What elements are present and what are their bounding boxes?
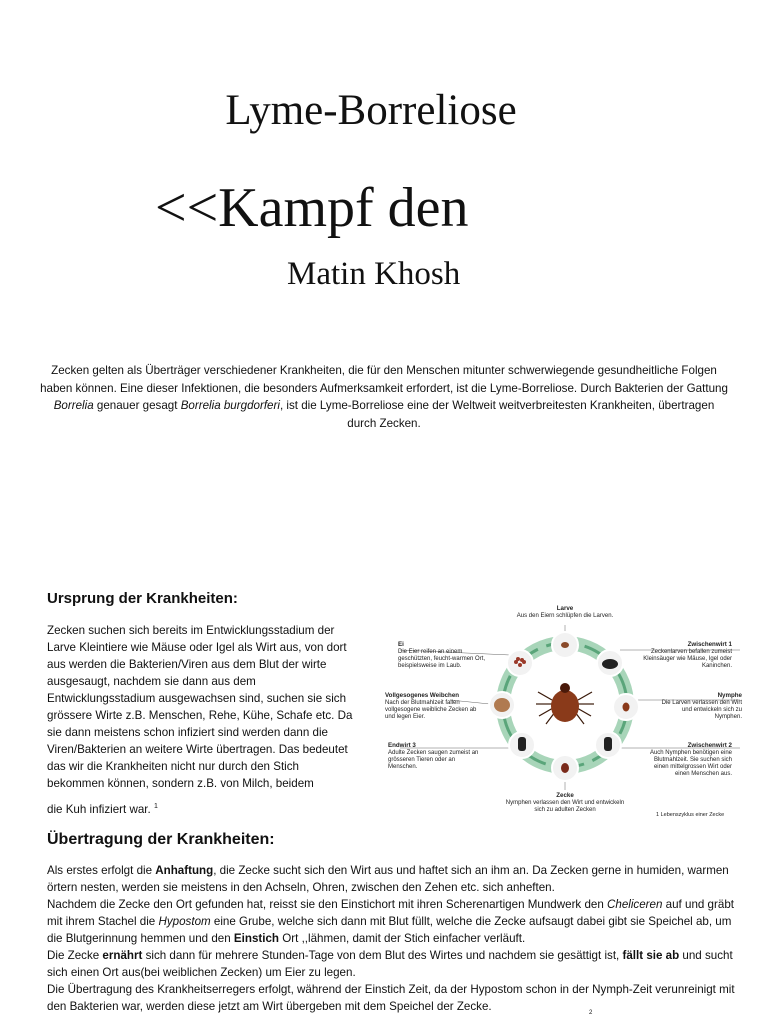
tick-lifecycle-figure xyxy=(370,600,750,825)
label-zwischenwirt-2: Zwischenwirt 2 Auch Nymphen benötigen eine Blutmahlzeit. Sie suchen sich einen mittelgrossen Wirt oder einen Menschen aus. xyxy=(649,742,732,777)
adult-tick-icon xyxy=(561,763,569,773)
section-text-uebertragung: Als erstes erfolgt die Anhaftung, die Zecke sucht sich den Wirt aus und haftet sich an ihm an. Da Zecken gerne in humiden, warmen örtern nesten, werden sie meistens in den Achseln, Ohren, zwischen den Zehen etc. sich anheften. Nachdem die Zecke den Ort gefunden hat, reisst sie den Einstichort mit ihren Scherenartigen Mundwerk den Cheliceren auf und gräbt mit ihrem Stachel die Hypostom eine Grube, welche sich dann mit Blut füllt, welche die Zecke aufsaugt dabei gibt sie Speichel ab, um die Blutgerinnung hemmen und den Einstich Ort ,,lähmen, damit der Stich einfacher verläuft. Die Zecke ernährt sich dann für mehrere Stunden-Tage von dem Blut des Wirtes und nachdem sie gesättigt ist, fällt sie ab und sucht sich einen Ort aus(bei weiblichen Zecken) um Eier zu legen. Die Übertragung des Krankheitserregers erfolgt, während der Einstich Zeit, da der Hypostom schon in der Nymph-Zeit verunreinigt mit den Bakterien war, werden diese jetzt am Wirt übergeben mit dem Speichel der Zecke. xyxy=(47,864,735,1013)
intro-paragraph: Zecken gelten als Überträger verschiedener Krankheiten, die für den Menschen mitunter schwerwiegende gesundheitliche Folgen haben können. Eine dieser Infektionen, die besonders Aufmerksamkeit erfordert, ist die Lyme-Borreliose. Durch Bakterien der Gattung Borrelia genauer gesagt Borrelia burgdorferi, ist die Lyme-Borreliose eine der Weltweit weitverbreitesten Krankheiten, übertragen durch Zecken. xyxy=(40,364,728,430)
human-icon xyxy=(518,737,526,751)
mouse-icon xyxy=(602,659,618,669)
page-number: 2 xyxy=(589,1010,593,1016)
author-name: Matin Khosh xyxy=(287,256,461,290)
section-text-ursprung: Zecken suchen sich bereits im Entwicklungsstadium der Larve Kleintiere wie Mäuse oder Igel als Wirt aus, von dort aus werden die Bakterien/Viren aus dem Blut der wirte ausgesaugt, nachdem sie dann aus dem Entwicklungsstadium ausgewachsen sind, suchen sie sich grössere Wirte z.B. Menschen, Rehe, Kühe, Schafe etc. Da sie dann meistens schon infiziert sind werden dann die Viren/Bakterien an weitere Wirte übertragen. Das bedeutet das wir die Krankheiten nicht nur durch den Stich bekommen können, sondern z.B. von Milch, beidem die Kuh infiziert war. $^1$ xyxy=(47,624,353,816)
section-heading-uebertragung: Übertragung der Krankheiten: xyxy=(47,831,275,848)
document-title: Lyme-Borreliose xyxy=(225,87,517,134)
center-tick-icon xyxy=(536,683,594,724)
nymph-icon xyxy=(623,703,630,712)
label-zecke: Zecke Nymphen verlassen den Wirt und entwickeln sich zu adulten Zecken xyxy=(505,792,625,813)
section-heading-ursprung: Ursprung der Krankheiten: xyxy=(47,590,238,607)
engorged-tick-icon xyxy=(494,698,510,712)
figure-caption: 1 Lebenszyklus einer Zecke xyxy=(656,812,725,818)
label-endwirt: Endwirt 3 Adulte Zecken saugen zumeist an grösseren Tieren oder an Menschen. xyxy=(388,742,479,770)
label-weibchen: Vollgesogenes Weibchen Nach der Blutmahlzeit fallen vollgesogene weibliche Zecken ab und legen Eier. xyxy=(385,692,477,720)
human-2-icon xyxy=(604,737,612,751)
label-larve: Larve Aus den Eiern schlüpfen die Larven. xyxy=(516,605,614,619)
label-ei: Ei Die Eier reifen an einem geschützten, feucht-warmen Ort, beispielsweise im Laub. xyxy=(398,641,486,669)
document-subtitle: <<Kampf den xyxy=(155,177,469,239)
label-nymphe: Nymphe Die Larven verlassen den Wirt und entwickeln sich zu Nymphen. xyxy=(661,692,742,720)
larva-icon xyxy=(561,642,569,648)
footnote-mark: 1 xyxy=(153,803,158,810)
label-zwischenwirt-1: Zwischenwirt 1 Zeckenlarven befallen zumeist Kleinsäuger wie Mäuse, Igel oder Kaninchen. xyxy=(643,641,732,669)
